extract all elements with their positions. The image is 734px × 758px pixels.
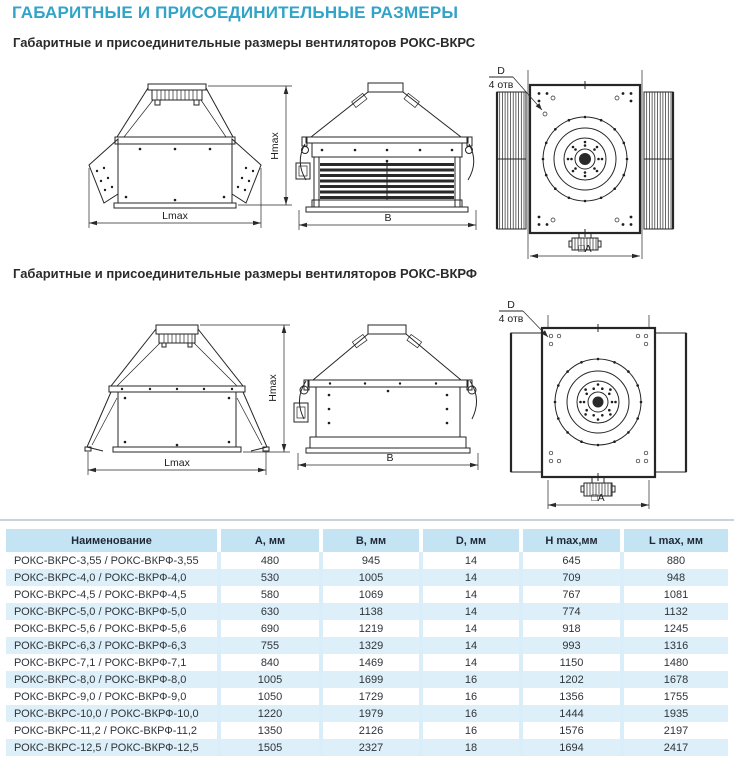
- cell-a: 480: [219, 552, 321, 569]
- col-header-hmax: Н max,мм: [521, 529, 622, 552]
- table-row: [6, 620, 728, 637]
- vkrf-side-view: [85, 325, 290, 475]
- cell-b: 1469: [321, 654, 421, 671]
- page-title: ГАБАРИТНЫЕ И ПРИСОЕДИНИТЕЛЬНЫЕ РАЗМЕРЫ: [12, 3, 459, 22]
- table-row: [6, 688, 728, 705]
- dim-label-b: В: [386, 452, 394, 464]
- vkrf-top-view: [499, 299, 686, 509]
- table-row: [6, 637, 728, 654]
- cell-d: 14: [421, 637, 521, 654]
- cell-a: 755: [219, 637, 321, 654]
- cell-hmax: 709: [521, 569, 622, 586]
- holes-count-label: 4 отв: [498, 313, 524, 325]
- table-row: [6, 569, 728, 586]
- cell-lmax: 1245: [622, 620, 728, 637]
- cell-hmax: 1694: [521, 739, 622, 756]
- cell-a: 1005: [219, 671, 321, 688]
- cell-a: 630: [219, 603, 321, 620]
- cell-lmax: 1132: [622, 603, 728, 620]
- cell-d: 14: [421, 654, 521, 671]
- dim-label-hmax: Hmax: [267, 374, 279, 402]
- separator-line: [0, 519, 734, 521]
- cell-lmax: 1316: [622, 637, 728, 654]
- dim-label-hmax: Hmax: [269, 132, 281, 160]
- dimensions-table: [6, 529, 728, 756]
- cell-a: 1050: [219, 688, 321, 705]
- cell-name: РОКС-ВКРС-10,0 / РОКС-ВКРФ-10,0: [6, 705, 219, 722]
- cell-a: 530: [219, 569, 321, 586]
- cell-d: 16: [421, 688, 521, 705]
- cell-name: РОКС-ВКРС-5,6 / РОКС-ВКРФ-5,6: [14, 622, 187, 635]
- table-row: [6, 671, 728, 688]
- vkrs-front-view: [296, 83, 476, 230]
- cell-name: РОКС-ВКРС-9,0 / РОКС-ВКРФ-9,0: [14, 690, 187, 703]
- cell-lmax: 1081: [622, 586, 728, 603]
- cell-hmax: 1444: [521, 705, 622, 722]
- col-header-lmax: L max, мм: [622, 529, 728, 552]
- vkrf-drawing: [0, 295, 734, 517]
- cell-lmax: 880: [622, 552, 728, 569]
- cell-name: РОКС-ВКРС-12,5 / РОКС-ВКРФ-12,5: [6, 739, 219, 756]
- cell-d: 16: [421, 705, 521, 722]
- cell-a: 840: [219, 654, 321, 671]
- table-row: [6, 705, 728, 722]
- cell-name: РОКС-ВКРС-4,5 / РОКС-ВКРФ-4,5: [14, 588, 187, 601]
- table-header-row: [6, 529, 728, 552]
- dim-label-lmax: Lmax: [164, 457, 190, 469]
- cell-b: 1219: [321, 620, 421, 637]
- cell-a: 1505: [219, 739, 321, 756]
- cell-hmax: 1150: [521, 654, 622, 671]
- dim-label-lmax: Lmax: [162, 210, 188, 222]
- cell-name: РОКС-ВКРС-3,55 / РОКС-ВКРФ-3,55: [14, 554, 199, 567]
- cell-hmax: 645: [521, 552, 622, 569]
- vkrs-drawing: [0, 60, 734, 268]
- cell-b: 945: [321, 552, 421, 569]
- table-row: [6, 722, 728, 739]
- cell-name: РОКС-ВКРС-6,3 / РОКС-ВКРФ-6,3: [6, 637, 219, 654]
- table-row: [6, 552, 728, 569]
- col-header-d: D, мм: [421, 529, 521, 552]
- cell-lmax: 2197: [622, 722, 728, 739]
- cell-hmax: 1356: [521, 688, 622, 705]
- cell-d: 14: [421, 586, 521, 603]
- col-header-a: А, мм: [219, 529, 321, 552]
- cell-b: 1979: [321, 705, 421, 722]
- cell-a: 580: [219, 586, 321, 603]
- hole-diameter-label: D: [497, 65, 505, 77]
- cell-hmax: 767: [521, 586, 622, 603]
- cell-lmax: 1480: [622, 654, 728, 671]
- cell-lmax: 2417: [622, 739, 728, 756]
- cell-d: 18: [421, 739, 521, 756]
- section-heading-vkrf: Габаритные и присоединительные размеры вентиляторов РОКС-ВКРФ: [13, 266, 478, 281]
- table-row: [6, 603, 728, 620]
- cell-lmax: 1678: [622, 671, 728, 688]
- cell-d: 14: [421, 552, 521, 569]
- dim-label-b: В: [384, 212, 392, 224]
- cell-hmax: 774: [521, 603, 622, 620]
- table-row: [6, 586, 728, 603]
- holes-count-label: 4 отв: [488, 79, 514, 91]
- cell-d: 14: [421, 569, 521, 586]
- section-heading-vkrs: Габаритные и присоединительные размеры вентиляторов РОКС-ВКРС: [13, 35, 476, 50]
- table-row: [6, 654, 728, 671]
- cell-name: РОКС-ВКРС-5,0 / РОКС-ВКРФ-5,0: [6, 603, 219, 620]
- dim-label-square-a: □А: [578, 243, 592, 255]
- cell-b: 2327: [321, 739, 421, 756]
- cell-hmax: 918: [521, 620, 622, 637]
- cell-b: 1138: [321, 603, 421, 620]
- cell-hmax: 1202: [521, 671, 622, 688]
- cell-b: 1005: [321, 569, 421, 586]
- cell-d: 16: [421, 671, 521, 688]
- cell-lmax: 948: [622, 569, 728, 586]
- cell-b: 1699: [321, 671, 421, 688]
- cell-lmax: 1755: [622, 688, 728, 705]
- cell-name: РОКС-ВКРС-11,2 / РОКС-ВКРФ-11,2: [14, 724, 197, 737]
- cell-lmax: 1935: [622, 705, 728, 722]
- col-header-b: В, мм: [321, 529, 421, 552]
- cell-d: 16: [421, 722, 521, 739]
- col-header-name: Наименование: [6, 529, 219, 552]
- cell-name: РОКС-ВКРС-4,0 / РОКС-ВКРФ-4,0: [6, 569, 219, 586]
- cell-name: РОКС-ВКРС-8,0 / РОКС-ВКРФ-8,0: [6, 671, 219, 688]
- cell-a: 690: [219, 620, 321, 637]
- cell-d: 14: [421, 603, 521, 620]
- vkrs-side-view: [89, 84, 292, 228]
- cell-name: РОКС-ВКРС-7,1 / РОКС-ВКРФ-7,1: [14, 656, 187, 669]
- cell-b: 1729: [321, 688, 421, 705]
- table-row: [6, 739, 728, 756]
- cell-hmax: 1576: [521, 722, 622, 739]
- cell-b: 1329: [321, 637, 421, 654]
- cell-d: 14: [421, 620, 521, 637]
- vkrf-front-view: [294, 325, 478, 470]
- cell-b: 1069: [321, 586, 421, 603]
- cell-hmax: 993: [521, 637, 622, 654]
- dim-label-square-a: □А: [591, 492, 605, 504]
- cell-a: 1350: [219, 722, 321, 739]
- cell-a: 1220: [219, 705, 321, 722]
- hole-diameter-label: D: [507, 299, 515, 311]
- cell-b: 2126: [321, 722, 421, 739]
- vkrs-top-view: [489, 65, 673, 259]
